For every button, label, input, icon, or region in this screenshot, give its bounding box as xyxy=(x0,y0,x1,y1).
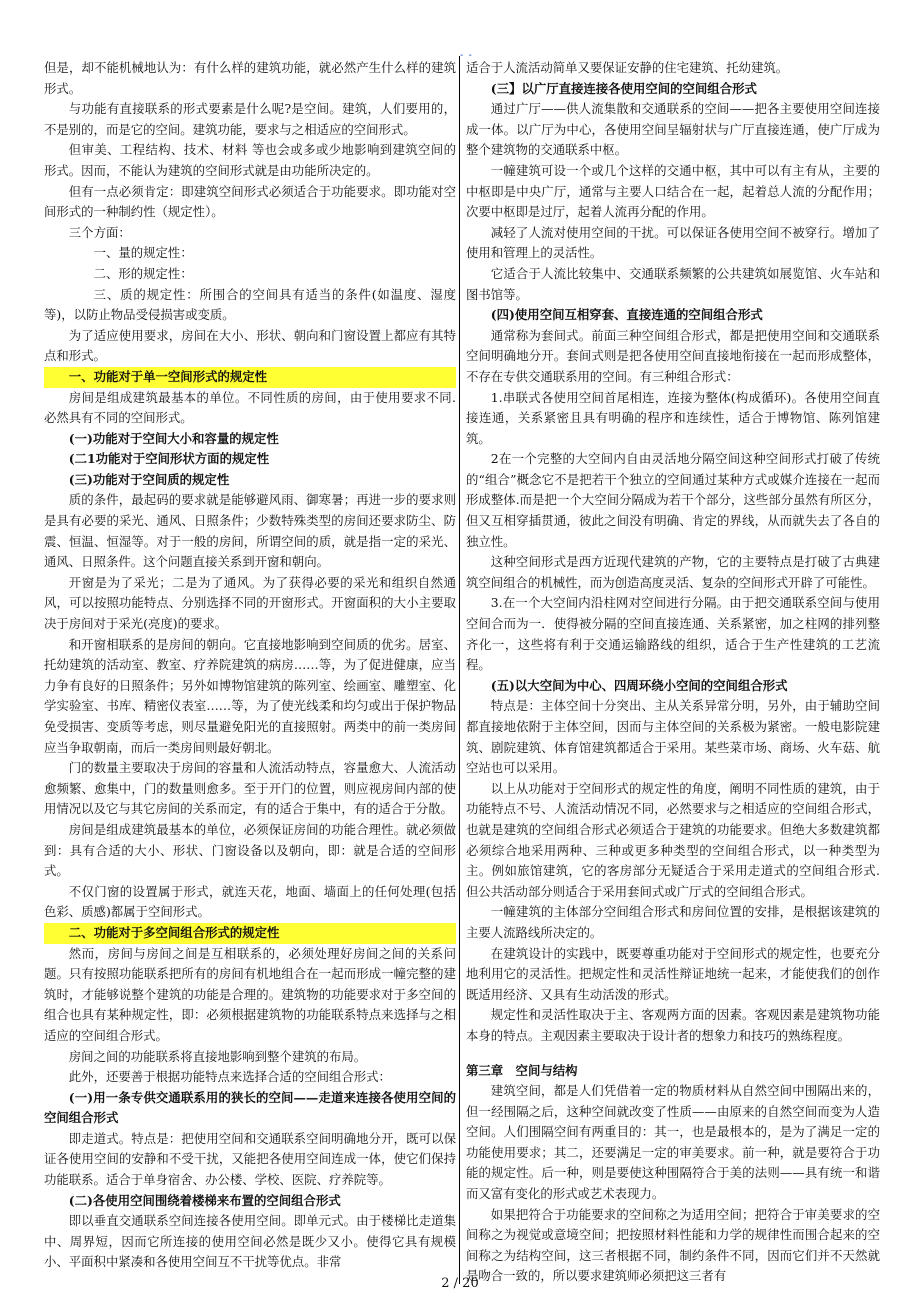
right-paragraph: 如果把符合于功能要求的空间称之为适用空间；把符合于审美要求的空间称之为视觉或意境空间；把按照材料性能和力学的规律性而围合起来的空间称之为结构空间，这三者根据不同，制约条件不同，因而它们并不天然就是吻合一致的，所以要求建筑师必须把这三者有 xyxy=(466,1206,880,1284)
right-column xyxy=(466,58,880,1287)
right-paragraph: 一幢建筑可设一个或几个这样的交通中枢，其中可以有主有从，主要的中枢即是中央广厅，通常与主要人口结合在一起，起着总人流的分配作用；次要中枢即是过厅，起着人流再分配的作用。 xyxy=(466,162,880,220)
right-paragraph: 减轻了人流对使用空间的干扰。可以保证各使用空间不被穿行。增加了使用和管理上的灵活性。 xyxy=(466,224,880,261)
left-column xyxy=(44,58,456,1273)
left-paragraph: 三、质的规定性：所围合的空间具有适当的条件(如温度、湿度等)，以防止物品受侵损害或变质。 xyxy=(44,286,456,323)
left-paragraph: (二1功能对于空间形状方面的规定性 xyxy=(68,451,270,467)
right-paragraph: 以上从功能对于空间形式的规定性的角度，阐明不同性质的建筑，由于功能特点不号、人流活动情况不同，必然要求与之相适应的空间组合形式，也就是建筑的空间组合形式必须适合于建筑的功能要求。但绝大多数建筑都必须综合地采用两种、三种或更多种类型的空间组合形式，以一种类型为主。例如旅馆建筑，它的客房部分无疑适合于采用走道式的空间组合形式. 但公共活动部分则适合于采用套间式或广厅式的空间组合形式。 xyxy=(466,780,880,899)
left-paragraph: 不仅门窗的设置属于形式，就连天花，地面、墙面上的任何处理(包括色彩、质感)都属于空间形式。 xyxy=(44,883,456,920)
left-paragraph: 开窗是为了采光；二是为了通风。为了获得必要的采光和组织自然通风，可以按照功能特点、分别选择不同的开窗形式。开窗面积的大小主要取决于房间对于采光(亮度)的要求。 xyxy=(44,574,456,632)
left-paragraph: 房间之间的功能联系将直接地影响到整个建筑的布局。 xyxy=(68,1048,367,1064)
right-paragraph: 它适合于人流比较集中、交通联系频繁的公共建筑如展览馆、火车站和图书馆等。 xyxy=(466,265,880,302)
left-paragraph: 然而，房间与房间之间是互相联系的，必须处理好房间之间的关系问题。只有按照功能联系把所有的房间有机地组合在一起而形成一幢完整的建筑时，才能够说整个建筑的功能是合理的。建筑物的功能要求对于多空间的组合也具有某种规定性，即：必须根据建筑物的功能联系特点来选择与之相适应的空间组合形式。 xyxy=(44,945,456,1043)
right-paragraph: 一幢建筑的主体部分空间组合形式和房间位置的安排，是根据该建筑的主要人流路线所决定的。 xyxy=(466,904,880,940)
left-paragraph: 即走道式。特点是：把使用空间和交通联系空间明确地分开，既可以保证各使用空间的安静和不受干扰，又能把各使用空间连成一体，使它们保持功能联系。适合于单身宿舍、办公楼、学校、医院、疗养院等。 xyxy=(44,1130,456,1188)
right-paragraph: 通常称为套间式。前面三种空间组合形式，都是把使用空间和交通联系空间明确地分开。套间式则是把各使用空间直接地衔接在一起而形成整体，不存在专供交通联系用的空间。有三种组合形式： xyxy=(466,327,880,384)
right-paragraph: 规定性和灵活性取决于主、客观两方面的因素。客观因素是建筑物功能本身的特点。主观因素主要取决于设计者的想象力和技巧的熟练程度。 xyxy=(466,1007,880,1043)
left-paragraph: 二、形的规定性： xyxy=(93,265,193,281)
right-paragraph: 适合于人流活动简单又要保证安静的住宅建筑、托幼建筑。 xyxy=(466,60,789,75)
header-mark: - - xyxy=(460,50,473,61)
left-paragraph: (一)用一条专供交通联系用的狭长的空间——走道来连接各使用空间的空间组合形式 xyxy=(44,1089,456,1126)
left-paragraph: 一、量的规定性： xyxy=(93,245,193,261)
left-paragraph: 此外，还要善于根据功能特点来选择合适的空间组合形式： xyxy=(68,1069,391,1085)
left-paragraph: (三)功能对于空间质的规定性 xyxy=(68,471,230,487)
right-paragraph: 3.在一个大空间内沿柱网对空间进行分隔。由于把交通联系空间与使用空间合而为一．使得被分隔的空间直接连通、关系紧密，加之柱网的排列整齐化一，这些将有利于交通运输路线的组织，适合于生产性建筑的工艺流程。 xyxy=(466,595,880,673)
left-paragraph: (一)功能对于空间大小和容量的规定性 xyxy=(68,430,279,446)
left-paragraph: 一、功能对于单一空间形式的规定性 xyxy=(44,367,456,388)
left-paragraph: 房间是组成建筑最基本的单位，必须保证房间的功能合理性。就必须做到：具有合适的大小、形状、门窗设备以及朝向，即：就是合适的空间形式。 xyxy=(44,821,456,879)
left-paragraph: 和开窗相联系的是房间的朝向。它直接地影响到空间质的优劣。居室、托幼建筑的活动室、教室、疗养院建筑的病房……等，为了促进健康，应当力争有良好的日照条件；另外如博物馆建筑的陈列室、绘画室、雕塑室、化学实验室、书库、精密仪表室……等，为了使光线柔和均匀或出于保护物品免受损害、变质等考虑，则尽量避免阳光的直接照射。两类中的前一类房间应当争取朝南，而后一类房间则最好朝北。 xyxy=(44,636,456,755)
right-paragraph: (四)使用空间互相穿套、直接连通的空间组合形式 xyxy=(490,307,763,323)
left-paragraph: 门的数量主要取决于房间的容量和人流活动特点，容量愈大、人流活动愈频繁、愈集中，门的数量则愈多。至于开门的位置，则应视房间内部的使用情况以及它与其它房间的关系而定，有的适合于集中，有的适合于分散。 xyxy=(44,760,456,817)
right-paragraph: 特点是：主体空间十分突出、主从关系异常分明，另外，由于辅助空间都直接地依附于主体空间，因而与主体空间的关系极为紧密。一般电影院建筑、剧院建筑、体育馆建筑都适合于采用。某些菜市场、商场、火车菇、航空站也可以采用。 xyxy=(466,698,880,776)
right-paragraph: 在建筑设计的实践中，既要尊重功能对于空间形式的规定性，也要充分地利用它的灵活性。把规定性和灵活性辩证地统一起来，才能使我们的创作既适用经济、又具有生动活泼的形式。 xyxy=(466,945,880,1002)
left-paragraph: 三个方面： xyxy=(68,224,131,240)
left-paragraph: 质的条件，最起码的要求就是能够避风雨、御寒暑；再进一步的要求则是具有必要的采光、通风、日照条件；少数特殊类型的房间还要求防尘、防震、恒温、恒湿等。对于一般的房间，所谓空间的质，就是指一定的采光、通风、日照条件。这个问题直接关系到开窗和朝向。 xyxy=(44,492,456,570)
left-paragraph: 为了适应使用要求，房间在大小、形状、朝向和门窗设置上都应有其特点和形式。 xyxy=(44,327,456,364)
left-paragraph: 房间是组成建筑最基本的单位。不同性质的房间，由于使用要求不同. 必然具有不同的空间形式。 xyxy=(44,389,456,426)
left-paragraph: 但有一点必须肯定：即建筑空间形式必须适合于功能要求。即功能对空间形式的一种制约性（规定性）。 xyxy=(44,183,456,220)
right-paragraph: 1.串联式各使用空间首尾相连，连接为整体(构成循环)。各使用空间直接连通，关系紧密且具有明确的程序和连续性，适合于博物馆、陈列馆建筑。 xyxy=(466,389,880,446)
right-paragraph: 第三章 空间与结构 xyxy=(466,1062,578,1078)
left-paragraph: 二、功能对于多空间组合形式的规定性 xyxy=(44,923,456,944)
right-paragraph: 2在一个完整的大空间内自由灵活地分隔空间这种空间形式打破了传统的“组合”概念它不是把若干个独立的空间通过某种方式或媒介连接在一起而形成整体.而是把一个大空间分隔成为若干个部分，这些部分虽然有所区分，但又互相穿插贯通，彼此之间没有明确、肯定的界线，从而就失去了各自的独立性。 xyxy=(466,451,880,549)
right-paragraph: (三】以广厅直接连接各使用空间的空间组合形式 xyxy=(490,80,757,96)
left-paragraph: 但审美、工程结构、技术、材料 等也会或多或少地影响到建筑空间的形式。因而，不能认为建筑的空间形式就是由功能所决定的。 xyxy=(44,142,456,178)
left-paragraph: (二)各使用空间围绕着楼梯来布置的空间组合形式 xyxy=(68,1192,341,1208)
right-paragraph: 通过广厅——供人流集散和交通联系的空间——把各主要使用空间连接成一体。以广厅为中心，各使用空间呈辐射状与广厅直接连通，使广厅成为整个建筑物的交通联系中枢。 xyxy=(466,101,880,158)
left-paragraph: 但是，却不能机械地认为：有什么样的建筑功能，就必然产生什么样的建筑形式。 xyxy=(44,60,456,96)
right-paragraph: 建筑空间，都是人们凭借着一定的物质材料从自然空间中围隔出来的，但一经围隔之后，这种空间就改变了性质——由原来的自然空间而变为人造空间。人们围隔空间有两重目的：其一，也是最根本的，是为了满足一定的功能使用要求；其二，还要满足一定的审美要求。前一种，就是要符合于功能的规定性。后一种，则是要使这种围隔符合于美的法则——具有统一和谐而又富有变化的形式或艺术表现力。 xyxy=(466,1083,880,1202)
page-number: 2 / 20 xyxy=(441,1276,479,1291)
right-paragraph: 这种空间形式是西方近现代建筑的产物，它的主要特点是打破了古典建筑空间组合的机械性，而为创造高度灵活、复杂的空间形式开辟了可能性。 xyxy=(466,554,880,590)
left-paragraph: 与功能有直接联系的形式要素是什么呢?是空间。建筑，人们要用的，不是别的，而是它的空间。建筑功能，要求与之相适应的空间形式。 xyxy=(44,101,456,137)
column-divider xyxy=(459,56,460,1284)
left-paragraph: 即以垂直交通联系空间连接各使用空间。即单元式。由于楼梯比走道集中、周界短，因而它所连接的使用空间必然是既少又小。使得它具有规模小、平面积中紧凑和各使用空间互不干扰等优点。非常 xyxy=(44,1213,456,1270)
right-paragraph: (五)以大空间为中心、四周环绕小空间的空间组合形式 xyxy=(490,677,788,693)
